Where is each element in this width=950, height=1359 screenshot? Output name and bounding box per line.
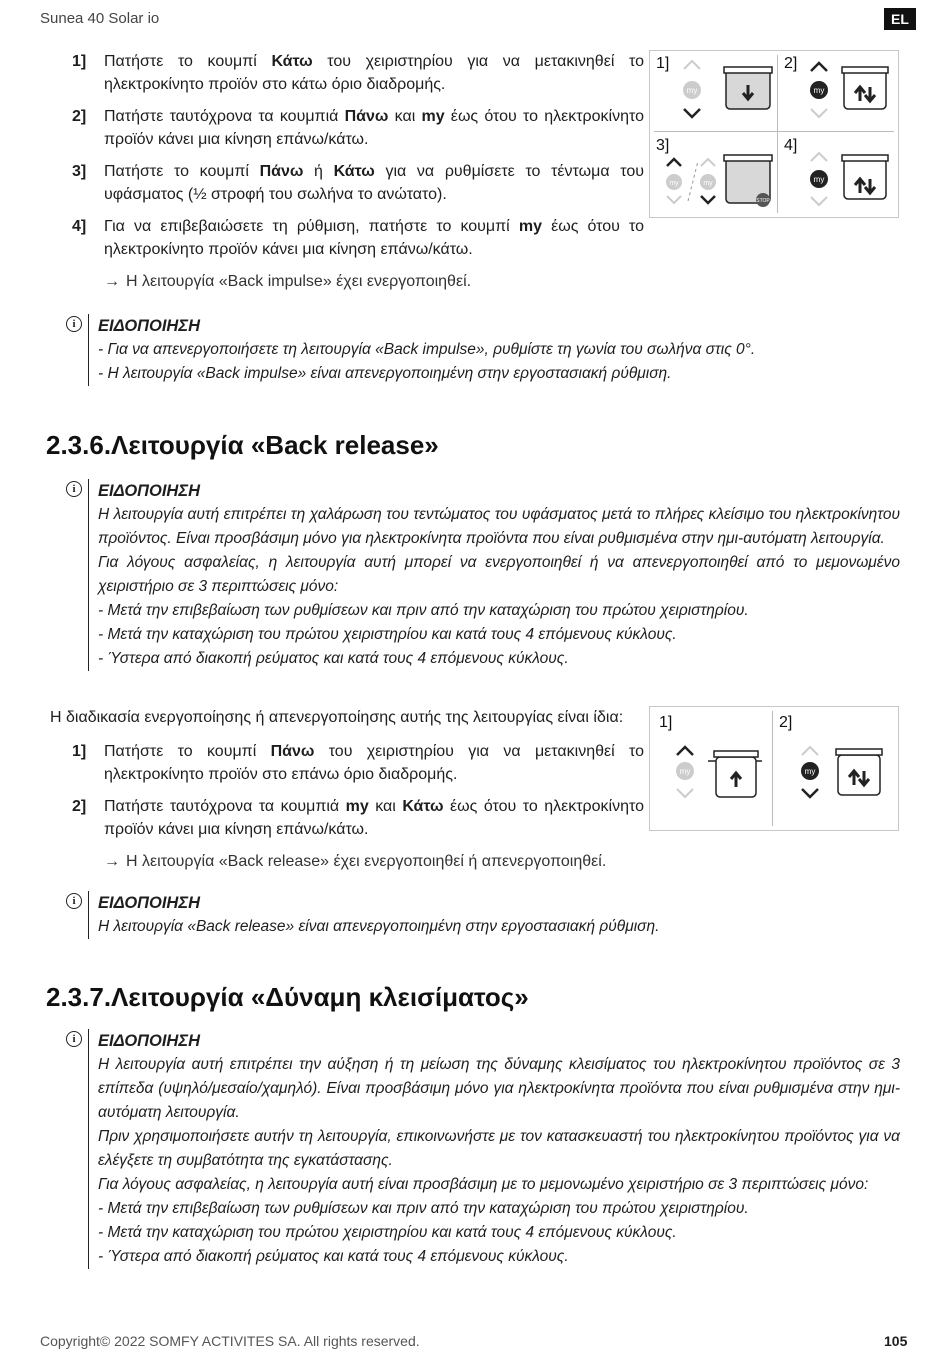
figure-step-label: 4] [784,137,798,154]
warning-note-back-release [66,479,900,671]
back-release-steps [72,740,644,873]
info-icon: i [66,893,82,909]
back-release-figure [649,706,899,831]
my-button-icon [683,81,701,99]
procedure-intro: Η διαδικασία ενεργοποίησης ή απενεργοποίησης αυτής της λειτουργίας είναι ίδια: [50,709,624,726]
my-button-icon [810,170,828,188]
up-button-icon [684,61,700,69]
svg-text:my: my [813,86,825,95]
note-paragraph: Η λειτουργία αυτή επιτρέπει τη χαλάρωση του τεντώματος του υφάσματος μετά το πλήρες κλείσιμο του ηλεκτροκίνητου προϊόντος. Είναι προσβάσιμη μόνο για ηλεκτροκίνητα προϊόντα που είναι ρυθμισμένα στην ημι-αυτόματη λειτουργία. [98,506,900,547]
note-line: - Μετά την καταχώριση του πρώτου χειριστηρίου και κατά τους 4 επόμενους κύκλους. [98,1224,677,1241]
step-result: → Η λειτουργία «Back impulse» έχει ενεργοποιηθεί. [72,270,644,293]
warning-note-back-release-factory [66,891,900,939]
info-icon: i [66,481,82,497]
note-line: - Ύστερα από διακοπή ρεύματος και κατά τους 4 επόμενους κύκλους. [98,650,569,667]
note-title: ΕΙΔΟΠΟΙΗΣΗ [98,317,200,335]
my-button-icon [801,762,819,780]
down-button-icon [677,789,693,797]
header-product-name: Sunea 40 Solar io [40,10,160,27]
motor-box-icon [842,67,888,109]
svg-text:my: my [679,767,691,776]
section-heading-closing-force: 2.3.7.Λειτουργία «Δύναμη κλεισίματος» [46,982,529,1012]
note-line: Η λειτουργία «Back release» είναι απενεργοποιημένη στην εργοστασιακή ρύθμιση. [98,918,660,935]
note-line: - Μετά την επιβεβαίωση των ρυθμίσεων και πριν από την καταχώριση του πρώτου χειριστηρίου. [98,602,749,619]
motor-box-icon [842,155,888,199]
svg-text:my: my [669,180,679,187]
step: 1] Πατήστε το κουμπί Πάνω του χειριστηρίου για να μετακινηθεί το ηλεκτροκίνητο προϊόν στο επάνω όριο διαδρομής. [72,743,644,783]
svg-text:my: my [813,175,825,184]
svg-text:my: my [804,767,816,776]
step: 2] Πατήστε ταυτόχρονα τα κουμπιά Πάνω και my έως ότου το ηλεκτροκίνητο προϊόν κάνει μια κίνηση επάνω/κάτω. [72,108,644,148]
back-impulse-steps [72,50,644,293]
svg-text:my: my [703,180,713,187]
note-paragraph: Για λόγους ασφαλείας, η λειτουργία αυτή είναι προσβάσιμη με το μεμονωμένο χειριστήριο σε 3 περιπτώσεις μόνο: [98,1176,869,1193]
down-button-icon [802,789,818,797]
my-button-icon [676,762,694,780]
down-button-icon [667,196,681,203]
note-line: - Η λειτουργία «Back impulse» είναι απενεργοποιημένη στην εργοστασιακή ρύθμιση. [98,365,672,382]
warning-note-closing-force [66,1029,900,1269]
arrow-right-icon: → [104,853,120,870]
up-button-icon [677,747,693,755]
figure-step-label: 2] [784,55,798,72]
svg-text:STOP: STOP [756,198,770,204]
down-button-icon [701,196,715,203]
info-icon: i [66,1031,82,1047]
note-paragraph: Για λόγους ασφαλείας, η λειτουργία αυτή μπορεί να ενεργοποιηθεί ή να απενεργοποιηθεί από το μεμονωμένο χειριστήριο σε 3 περιπτώσεις μόνο: [98,554,900,595]
up-button-icon [811,153,827,161]
motor-box-icon [708,751,762,797]
info-icon: i [66,316,82,332]
motor-box-icon [724,67,772,109]
page-number: 105 [884,1333,908,1349]
step-result: → Η λειτουργία «Back release» έχει ενεργοποιηθεί ή απενεργοποιηθεί. [72,850,644,873]
figure-step-label: 1] [659,714,673,731]
note-line: - Για να απενεργοποιήσετε τη λειτουργία «Back impulse», ρυθμίστε τη γωνία του σωλήνα στις 0°. [98,341,756,358]
footer-copyright: Copyright© 2022 SOMFY ACTIVITES SA. All rights reserved. [40,1333,420,1349]
down-button-icon [684,109,700,117]
note-title: ΕΙΔΟΠΟΙΗΣΗ [98,482,200,500]
language-badge: EL [884,8,916,30]
svg-text:my: my [686,86,698,95]
note-title: ΕΙΔΟΠΟΙΗΣΗ [98,1032,200,1050]
my-button-icon [700,174,716,190]
my-button-icon [810,81,828,99]
figure-step-label: 2] [779,714,793,731]
step: 3] Πατήστε το κουμπί Πάνω ή Κάτω για να ρυθμίσετε το τέντωμα του υφάσματος (½ στροφή του σωλήνα το ανώτατο). [72,163,644,203]
remote-control-icons [650,707,898,830]
up-button-icon [802,747,818,755]
step: 1] Πατήστε το κουμπί Κάτω του χειριστηρίου για να μετακινηθεί το ηλεκτροκίνητο προϊόν στο κάτω όριο διαδρομής. [72,53,644,93]
note-paragraph: Πριν χρησιμοποιήσετε αυτήν τη λειτουργία, επικοινωνήστε με τον κατασκευαστή του ηλεκτροκίνητου προϊόντος για να ελέγξετε τη συμβατότητα της εγκατάστασης. [98,1128,900,1169]
note-title: ΕΙΔΟΠΟΙΗΣΗ [98,894,200,912]
note-line: - Μετά την καταχώριση του πρώτου χειριστηρίου και κατά τους 4 επόμενους κύκλους. [98,626,677,643]
step: 4] Για να επιβεβαιώσετε τη ρύθμιση, πατήστε το κουμπί my έως ότου το ηλεκτροκίνητο προϊόν κάνει μια κίνηση επάνω/κάτω. [72,218,645,258]
arrow-right-icon: → [104,273,120,290]
note-paragraph: Η λειτουργία αυτή επιτρέπει την αύξηση ή τη μείωση της δύναμης κλεισίματος του ηλεκτροκίνητου προϊόντος σε 3 επίπεδα (υψηλό/μεσαίο/χαμηλό). Είναι προσβάσιμη μόνο για ηλεκτροκίνητα προϊόντα που είναι ρυθμισμένα στην ημι-αυτόματη λειτουργία. [98,1056,900,1121]
note-line: - Μετά την επιβεβαίωση των ρυθμίσεων και πριν από την καταχώριση του πρώτου χειριστηρίου. [98,1200,749,1217]
back-impulse-figure [649,50,899,218]
note-line: - Ύστερα από διακοπή ρεύματος και κατά τους 4 επόμενους κύκλους. [98,1248,569,1265]
figure-step-label: 3] [656,137,670,154]
figure-step-label: 1] [656,55,670,72]
up-button-icon [811,63,827,71]
my-button-icon [666,174,682,190]
warning-note-back-impulse [66,314,900,386]
section-heading-back-release: 2.3.6.Λειτουργία «Back release» [46,430,439,460]
down-button-icon [811,197,827,205]
remote-control-icons [650,51,898,217]
up-button-icon [701,159,715,166]
down-button-icon [811,109,827,117]
motor-box-icon [836,749,882,795]
step: 2] Πατήστε ταυτόχρονα τα κουμπιά my και Κάτω έως ότου το ηλεκτροκίνητο προϊόν κάνει μια κίνηση επάνω/κάτω. [72,798,644,838]
up-button-icon [667,159,681,166]
